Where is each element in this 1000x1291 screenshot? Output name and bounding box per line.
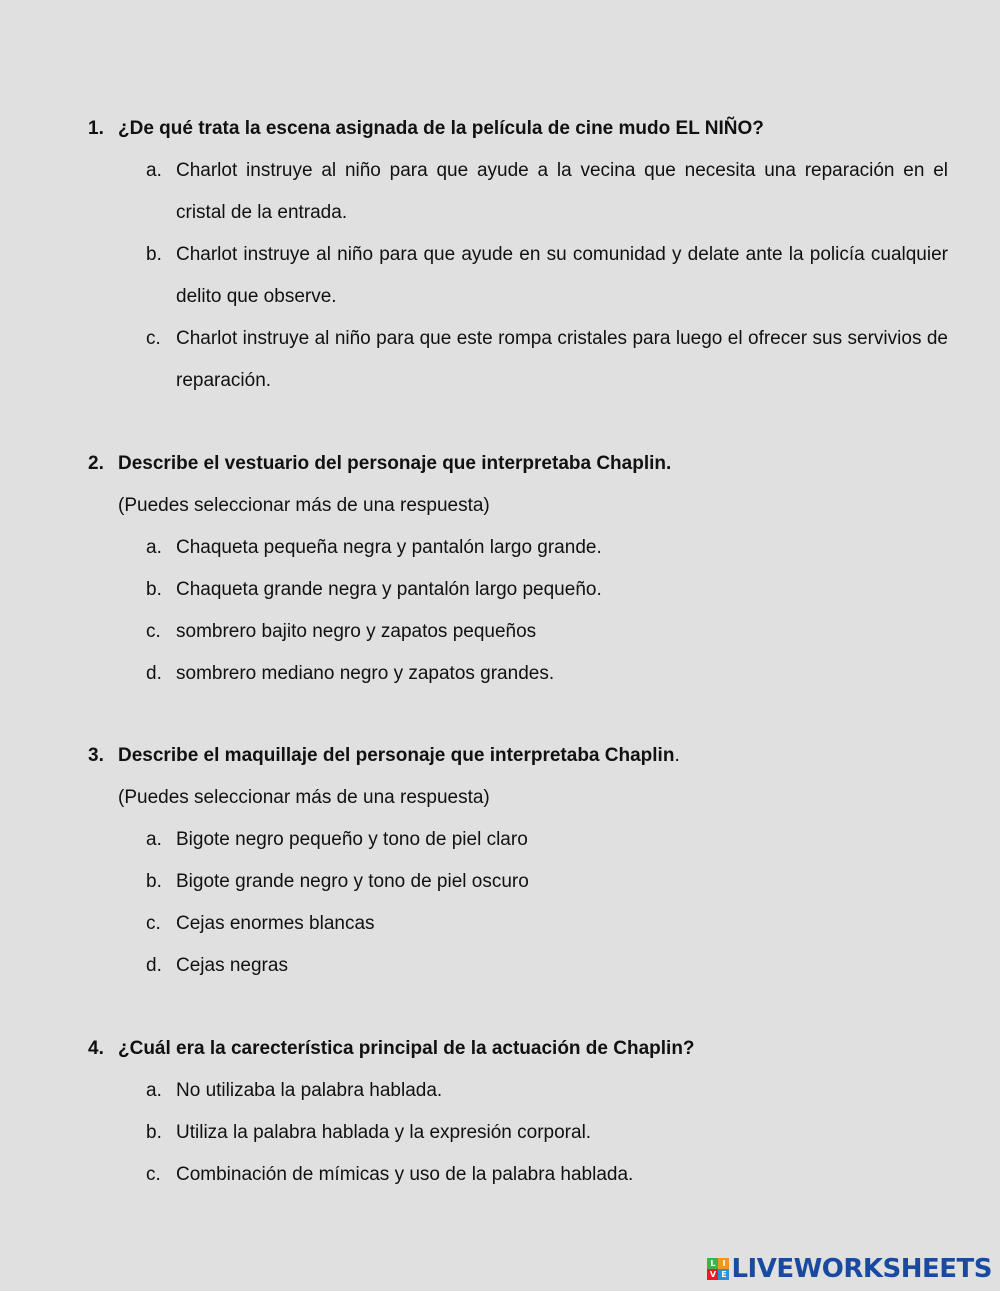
option-1c[interactable]	[146, 318, 948, 402]
option-4b[interactable]	[146, 1112, 948, 1154]
question-1-heading	[88, 115, 948, 143]
option-4c[interactable]	[146, 1154, 948, 1196]
option-3d[interactable]	[146, 945, 948, 987]
question-1	[88, 115, 948, 402]
option-letter: a.	[146, 160, 162, 181]
option-4a[interactable]	[146, 1070, 948, 1112]
question-trailing-period: .	[674, 745, 680, 766]
liveworksheets-mark-icon	[707, 1258, 729, 1280]
option-text: Chaqueta grande negra y pantalón largo pequeño.	[176, 579, 602, 600]
options-list	[146, 819, 948, 987]
option-3c[interactable]	[146, 903, 948, 945]
option-letter: c.	[146, 1164, 161, 1185]
option-letter: a.	[146, 829, 162, 850]
option-text: Chaqueta pequeña negra y pantalón largo grande.	[176, 537, 602, 558]
question-number: 2.	[88, 453, 104, 474]
option-letter: a.	[146, 537, 162, 558]
liveworksheets-logo[interactable]	[707, 1255, 992, 1283]
mark-letter: L	[707, 1258, 718, 1269]
option-text: Charlot instruye al niño para que ayude en su comunidad y delate ante la policía cualquier delito que observe.	[176, 244, 948, 307]
question-2-heading	[88, 450, 948, 478]
option-text: Bigote grande negro y tono de piel oscuro	[176, 871, 529, 892]
option-1a[interactable]	[146, 150, 948, 234]
option-2a[interactable]	[146, 527, 948, 569]
options-list	[146, 150, 948, 402]
question-text	[118, 742, 948, 770]
question-number: 4.	[88, 1038, 104, 1059]
option-letter: c.	[146, 913, 161, 934]
selection-note: (Puedes seleccionar más de una respuesta)	[118, 495, 490, 516]
option-text: sombrero mediano negro y zapatos grandes.	[176, 663, 555, 684]
option-letter: a.	[146, 1080, 162, 1101]
option-letter: d.	[146, 663, 162, 684]
option-1b[interactable]	[146, 234, 948, 318]
option-text: Combinación de mímicas y uso de la palabra hablada.	[176, 1164, 634, 1185]
option-text: sombrero bajito negro y zapatos pequeños	[176, 621, 537, 642]
option-text: Charlot instruye al niño para que ayude a la vecina que necesita una reparación en el cristal de la entrada.	[176, 160, 948, 223]
option-letter: b.	[146, 579, 162, 600]
question-text: Describe el vestuario del personaje que interpretaba Chaplin.	[118, 453, 672, 474]
selection-note: (Puedes seleccionar más de una respuesta)	[118, 787, 490, 808]
question-text-bold: Describe el maquillaje del personaje que interpretaba Chaplin	[118, 745, 675, 766]
option-text: Cejas enormes blancas	[176, 913, 375, 934]
option-letter: b.	[146, 871, 162, 892]
mark-letter: I	[718, 1258, 729, 1269]
question-3-heading	[88, 742, 948, 770]
option-text: Charlot instruye al niño para que este rompa cristales para luego el ofrecer sus servivios de reparación.	[176, 328, 948, 391]
mark-letter: E	[718, 1269, 729, 1280]
question-4-heading	[88, 1035, 948, 1063]
option-3a[interactable]	[146, 819, 948, 861]
question-text: ¿De qué trata la escena asignada de la película de cine mudo EL NIÑO?	[118, 118, 764, 139]
mark-letter: V	[707, 1269, 718, 1280]
option-text: Cejas negras	[176, 955, 288, 976]
options-list	[146, 1070, 948, 1196]
option-letter: c.	[146, 328, 161, 349]
option-letter: b.	[146, 244, 162, 265]
options-list	[146, 527, 948, 695]
option-3b[interactable]	[146, 861, 948, 903]
logo-text: LIVEWORKSHEETS	[731, 1254, 992, 1284]
option-letter: b.	[146, 1122, 162, 1143]
option-2b[interactable]	[146, 569, 948, 611]
option-letter: d.	[146, 955, 162, 976]
option-text: Bigote negro pequeño y tono de piel claro	[176, 829, 528, 850]
option-2d[interactable]	[146, 653, 948, 695]
question-text: ¿Cuál era la carecterística principal de la actuación de Chaplin?	[118, 1038, 695, 1059]
question-number: 1.	[88, 118, 104, 139]
option-text: No utilizaba la palabra hablada.	[176, 1080, 443, 1101]
option-letter: c.	[146, 621, 161, 642]
question-number: 3.	[88, 745, 104, 766]
option-2c[interactable]	[146, 611, 948, 653]
option-text: Utiliza la palabra hablada y la expresión corporal.	[176, 1122, 592, 1143]
question-2	[88, 450, 948, 695]
question-4	[88, 1035, 948, 1196]
question-3	[88, 742, 948, 987]
